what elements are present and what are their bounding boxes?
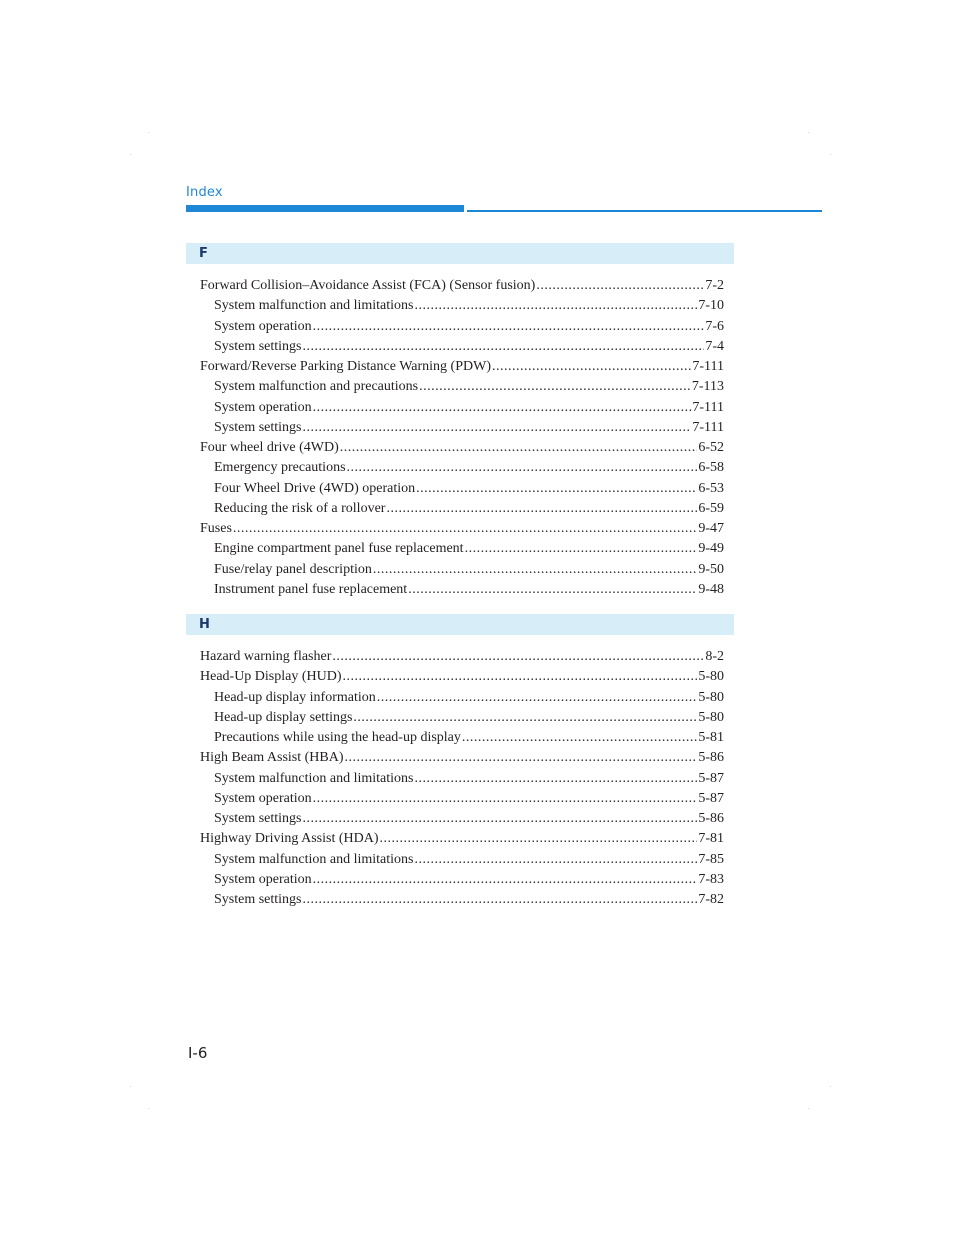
entry-label: Head-up display settings: [214, 709, 353, 725]
dot-leader: [343, 667, 698, 687]
entry-page-ref: 8-2: [705, 649, 724, 664]
entry-label: Hazard warning flasher: [200, 649, 332, 664]
entry-label: Forward Collision–Avoidance Assist (FCA) (Sensor fusion): [200, 278, 536, 293]
entry-page-ref: 5-81: [698, 730, 724, 745]
entry-label: Reducing the risk of a rollover: [214, 500, 386, 516]
dot-leader: [303, 890, 698, 910]
entry-label: Engine compartment panel fuse replacement: [214, 541, 464, 557]
index-entry: [186, 519, 734, 539]
index-subentry: [186, 728, 734, 748]
dot-leader: [386, 499, 697, 519]
index-subentry: [186, 580, 734, 600]
crop-mark: [808, 132, 809, 133]
index-subentry: [186, 688, 734, 708]
header-bar: [186, 205, 464, 212]
entry-page-ref: 7-111: [692, 359, 724, 374]
page-number: I-6: [188, 1044, 208, 1062]
dot-leader: [465, 539, 698, 559]
index-section: [186, 614, 734, 910]
dot-leader: [380, 829, 698, 849]
dot-leader: [313, 317, 705, 337]
index-subentry: [186, 870, 734, 890]
dot-leader: [303, 418, 692, 438]
dot-leader: [347, 458, 698, 478]
entry-page-ref: 7-111: [692, 399, 724, 415]
entry-page-ref: 9-48: [698, 581, 724, 597]
entry-page-ref: 5-86: [698, 811, 724, 826]
header-rule: [467, 210, 822, 212]
index-subentry: [186, 769, 734, 789]
dot-leader: [303, 337, 705, 357]
index-subentry: [186, 809, 734, 829]
entry-label: System operation: [214, 871, 312, 887]
entry-page-ref: 6-52: [698, 440, 724, 455]
dot-leader: [408, 580, 697, 600]
index-entry: [186, 667, 734, 687]
dot-leader: [414, 769, 697, 789]
dot-leader: [419, 377, 691, 397]
crop-mark: [148, 1108, 149, 1109]
dot-leader: [414, 850, 697, 870]
index-subentry: [186, 317, 734, 337]
entry-label: System operation: [214, 318, 312, 334]
entry-page-ref: 5-80: [698, 669, 724, 685]
index-entry: [186, 357, 734, 377]
entry-label: Head-up display information: [214, 689, 376, 705]
entry-page-ref: 7-6: [705, 318, 724, 334]
dot-leader: [313, 870, 698, 890]
index-subentry: [186, 850, 734, 870]
entry-page-ref: 9-47: [698, 521, 724, 536]
dot-leader: [353, 708, 697, 728]
dot-leader: [313, 789, 698, 809]
entry-page-ref: 5-80: [698, 709, 724, 725]
index-subentry: [186, 479, 734, 499]
index-subentry: [186, 539, 734, 559]
section-letter-header: F: [186, 243, 734, 264]
entry-page-ref: 7-4: [705, 338, 724, 354]
index-subentry: [186, 789, 734, 809]
entry-page-ref: 6-59: [698, 500, 724, 516]
entry-label: System operation: [214, 399, 312, 415]
entry-page-ref: 5-87: [698, 790, 724, 806]
index-entry: [186, 438, 734, 458]
dot-leader: [303, 809, 698, 829]
entry-label: Instrument panel fuse replacement: [214, 581, 408, 597]
entry-page-ref: 7-81: [698, 831, 724, 847]
entry-page-ref: 7-82: [698, 892, 724, 907]
index-subentry: [186, 890, 734, 910]
entry-label: System settings: [214, 338, 302, 354]
dot-leader: [373, 560, 697, 580]
index-subentry: [186, 337, 734, 357]
entry-page-ref: 6-58: [698, 460, 724, 476]
dot-leader: [492, 357, 691, 377]
entry-label: System malfunction and limitations: [214, 770, 414, 786]
entry-page-ref: 5-87: [698, 770, 724, 786]
entry-page-ref: 6-53: [698, 480, 724, 496]
entry-page-ref: 7-10: [698, 298, 724, 314]
entry-label: System malfunction and limitations: [214, 851, 414, 867]
entry-label: System settings: [214, 419, 302, 435]
index-entry: [186, 829, 734, 849]
entry-page-ref: 5-86: [698, 750, 724, 766]
crop-mark: [148, 132, 149, 133]
dot-leader: [416, 479, 697, 499]
index-entry: [186, 748, 734, 768]
index-subentry: [186, 499, 734, 519]
entry-page-ref: 7-111: [692, 419, 724, 435]
index-list: [186, 243, 734, 924]
index-subentry: [186, 377, 734, 397]
index-entry: [186, 276, 734, 296]
entry-label: Four Wheel Drive (4WD) operation: [214, 480, 416, 496]
entry-label: Four wheel drive (4WD): [200, 440, 339, 455]
entry-label: System malfunction and precautions: [214, 379, 419, 395]
index-entry: [186, 647, 734, 667]
entry-page-ref: 7-85: [698, 851, 724, 867]
index-subentry: [186, 708, 734, 728]
crop-mark: [130, 1086, 131, 1087]
dot-leader: [462, 728, 697, 748]
section-letter-header: H: [186, 614, 734, 635]
entry-label: System settings: [214, 892, 302, 907]
entry-label: Head-Up Display (HUD): [200, 669, 342, 685]
dot-leader: [340, 438, 698, 458]
entry-label: High Beam Assist (HBA): [200, 750, 344, 766]
entry-page-ref: 9-50: [698, 561, 724, 577]
entry-label: System settings: [214, 811, 302, 826]
dot-leader: [313, 398, 692, 418]
entry-label: System operation: [214, 790, 312, 806]
index-subentry: [186, 296, 734, 316]
entry-page-ref: 9-49: [698, 541, 724, 557]
dot-leader: [332, 647, 704, 667]
index-subentry: [186, 398, 734, 418]
crop-mark: [830, 1086, 831, 1087]
entry-label: Fuse/relay panel description: [214, 561, 372, 577]
entry-page-ref: 7-2: [705, 278, 724, 293]
entry-label: Fuses: [200, 521, 232, 536]
dot-leader: [233, 519, 697, 539]
entry-page-ref: 7-83: [698, 871, 724, 887]
entry-page-ref: 5-80: [698, 689, 724, 705]
index-subentry: [186, 418, 734, 438]
entry-label: Highway Driving Assist (HDA): [200, 831, 379, 847]
crop-mark: [830, 154, 831, 155]
header-title: Index: [186, 185, 223, 200]
dot-leader: [536, 276, 704, 296]
entry-page-ref: 7-113: [691, 379, 724, 395]
entry-label: Forward/Reverse Parking Distance Warning (PDW): [200, 359, 491, 374]
crop-mark: [130, 154, 131, 155]
entry-label: System malfunction and limitations: [214, 298, 414, 314]
crop-mark: [808, 1108, 809, 1109]
index-subentry: [186, 560, 734, 580]
dot-leader: [377, 688, 698, 708]
dot-leader: [414, 296, 697, 316]
entry-label: Precautions while using the head-up display: [214, 730, 461, 745]
index-subentry: [186, 458, 734, 478]
index-section: [186, 243, 734, 600]
entry-label: Emergency precautions: [214, 460, 346, 476]
dot-leader: [345, 748, 698, 768]
